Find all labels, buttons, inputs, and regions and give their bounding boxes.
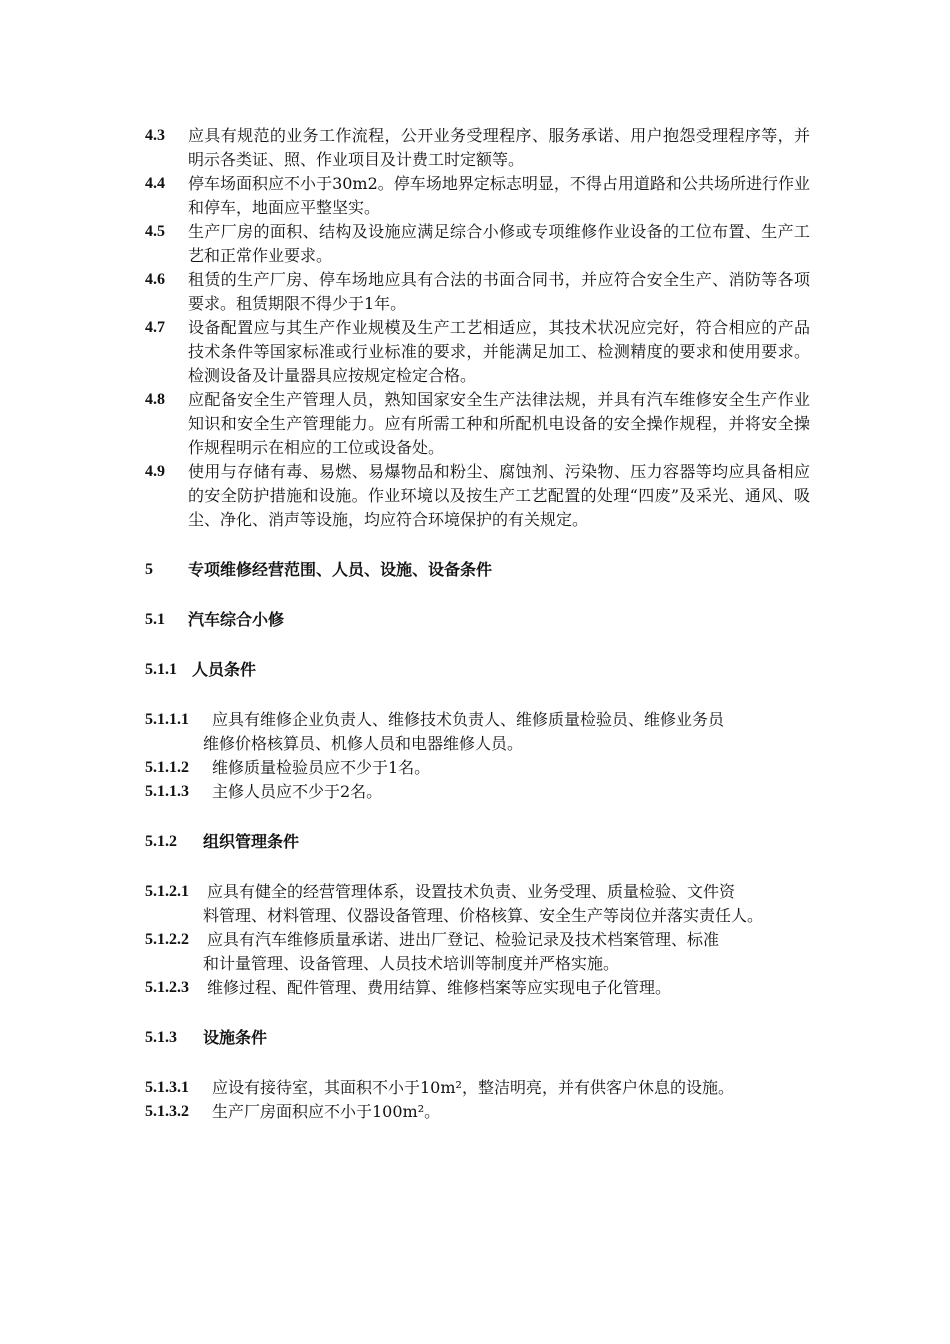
section-heading-5 [145, 558, 810, 582]
section-title: 人员条件 [192, 660, 257, 679]
clause-4-6 [145, 268, 810, 316]
section-heading-5-1-3 [145, 1026, 810, 1050]
clause-text: 应配备安全生产管理人员，熟知国家安全生产法律法规，并具有汽车维修安全生产作业知识和安全生产管理能力。应有所需工种和所配机电设备的安全操作规程，并将安全操作规程明示在相应的工位或设备处。 [188, 390, 810, 457]
clause-number: 4.4 [145, 175, 165, 192]
clause-4-5 [145, 220, 810, 268]
section-title: 汽车综合小修 [188, 610, 285, 629]
clause-text: 生产厂房的面积、结构及设施应满足综合小修或专项维修作业设备的工位布置、生产工艺和正常作业要求。 [188, 222, 810, 265]
clause-number: 5.1.1.3 [145, 783, 189, 800]
clause-text-rest: 维修价格核算员、机修人员和电器维修人员。 [203, 734, 524, 753]
clause-4-7 [145, 316, 810, 388]
clause-text-rest: 和计量管理、设备管理、人员技术培训等制度并严格实施。 [203, 954, 620, 973]
clause-text: 应具有规范的业务工作流程，公开业务受理程序、服务承诺、用户抱怨受理程序等，并明示各类证、照、作业项目及计费工时定额等。 [188, 126, 810, 169]
clause-text-line1: 应设有接待室，其面积不小于10m²，整洁明亮，并有供客户休息的设施。 [212, 1078, 734, 1097]
clause-5-1-2-3 [145, 976, 810, 1000]
clause-number: 4.7 [145, 319, 165, 336]
section-title: 设施条件 [203, 1028, 268, 1047]
clause-text-line1: 应具有维修企业负责人、维修技术负责人、维修质量检验员、维修业务员 [212, 710, 725, 729]
clause-number: 5.1.1.1 [145, 711, 189, 728]
clause-number: 4.9 [145, 463, 165, 480]
clause-number: 4.5 [145, 223, 165, 240]
clause-number: 5.1.3.1 [145, 1079, 189, 1096]
clause-5-1-2-2 [145, 928, 810, 976]
clause-5-1-3-2 [145, 1100, 810, 1124]
section-number: 5.1.2 [145, 833, 177, 850]
clause-5-1-1-3 [145, 780, 810, 804]
section-heading-5-1-2 [145, 830, 810, 854]
clause-text-line1: 生产厂房面积应不小于100m²。 [212, 1102, 441, 1121]
clause-text-line1: 维修质量检验员应不少于1名。 [212, 758, 431, 777]
clause-number: 5.1.2.3 [145, 979, 189, 996]
section-number: 5.1.1 [145, 661, 177, 678]
clause-5-1-2-1 [145, 880, 810, 928]
clause-4-4 [145, 172, 810, 220]
section-number: 5.1.3 [145, 1029, 177, 1046]
clause-number: 5.1.3.2 [145, 1103, 189, 1120]
section-title: 专项维修经营范围、人员、设施、设备条件 [188, 560, 493, 579]
clause-text-line1: 应具有健全的经营管理体系，设置技术负责、业务受理、质量检验、文件资 [207, 882, 736, 901]
clause-5-1-1-1 [145, 708, 810, 756]
document-body [145, 124, 810, 1124]
clause-text-rest: 料管理、材料管理、仪器设备管理、价格核算、安全生产等岗位并落实责任人。 [203, 906, 764, 925]
section-title: 组织管理条件 [203, 832, 300, 851]
clause-text-line1: 维修过程、配件管理、费用结算、维修档案等应实现电子化管理。 [207, 978, 672, 997]
clause-number: 5.1.1.2 [145, 759, 189, 776]
clause-number: 5.1.2.2 [145, 931, 189, 948]
clause-number: 4.3 [145, 127, 165, 144]
clause-5-1-3-1 [145, 1076, 810, 1100]
clause-text: 租赁的生产厂房、停车场地应具有合法的书面合同书，并应符合安全生产、消防等各项要求。租赁期限不得少于1年。 [188, 270, 810, 313]
clause-4-8 [145, 388, 810, 460]
section-number: 5 [145, 561, 153, 578]
clause-text: 设备配置应与其生产作业规模及生产工艺相适应，其技术状况应完好，符合相应的产品技术条件等国家标准或行业标准的要求，并能满足加工、检测精度的要求和使用要求。检测设备及计量器具应按规定检定合格。 [188, 318, 810, 385]
clause-4-9 [145, 460, 810, 532]
clause-text: 使用与存储有毒、易燃、易爆物品和粉尘、腐蚀剂、污染物、压力容器等均应具备相应的安全防护措施和设施。作业环境以及按生产工艺配置的处理“四废”及采光、通风、吸尘、净化、消声等设施，均应符合环境保护的有关规定。 [188, 462, 810, 529]
section-heading-5-1 [145, 608, 810, 632]
clause-text-line1: 应具有汽车维修质量承诺、进出厂登记、检验记录及技术档案管理、标准 [207, 930, 720, 949]
section-number: 5.1 [145, 611, 165, 628]
clause-number: 4.8 [145, 391, 165, 408]
clause-number: 4.6 [145, 271, 165, 288]
clause-text: 停车场面积应不小于30m2。停车场地界定标志明显，不得占用道路和公共场所进行作业和停车，地面应平整坚实。 [188, 174, 810, 217]
clause-number: 5.1.2.1 [145, 883, 189, 900]
clause-4-3 [145, 124, 810, 172]
clause-5-1-1-2 [145, 756, 810, 780]
clause-text-line1: 主修人员应不少于2名。 [212, 782, 383, 801]
section-heading-5-1-1 [145, 658, 810, 682]
